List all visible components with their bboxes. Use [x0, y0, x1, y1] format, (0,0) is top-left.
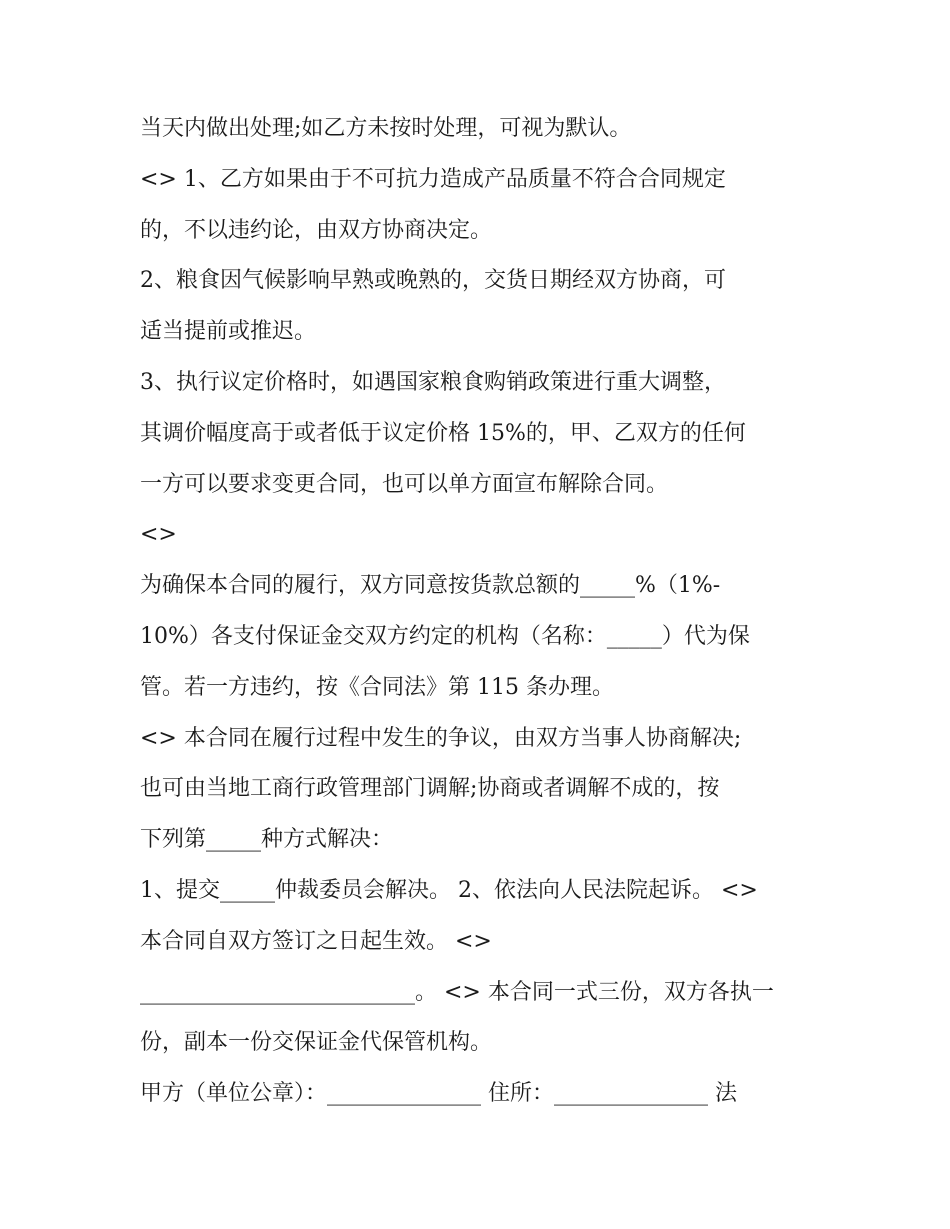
text-line: 适当提前或推迟。	[140, 319, 317, 345]
text-line: <> 1、乙方如果由于不可抗力造成产品质量不符合合同规定	[140, 166, 726, 192]
text-line: 甲方（单位公章）：______________ 住所：______________ 法	[140, 1081, 737, 1107]
text-line: 为确保本合同的履行，双方同意按货款总额的_____%（1%-	[140, 573, 721, 599]
text-line: 本合同自双方签订之日起生效。 <>	[140, 928, 492, 954]
text-line: 3、执行议定价格时，如遇国家粮食购销政策进行重大调整，	[140, 369, 726, 395]
text-line: <> 本合同在履行过程中发生的争议，由双方当事人协商解决;	[140, 725, 742, 751]
text-line: 份，副本一份交保证金代保管机构。	[140, 1030, 493, 1056]
text-line: 一方可以要求变更合同，也可以单方面宣布解除合同。	[140, 471, 669, 497]
text-line: _________________________。 <> 本合同一式三份，双方各执一	[140, 979, 774, 1005]
text-line: 1、提交_____仲裁委员会解决。 2、依法向人民法院起诉。 <>	[140, 877, 758, 903]
text-line: 2、粮食因气候影响早熟或晚熟的，交货日期经双方协商，可	[140, 268, 726, 294]
text-line: 10%）各支付保证金交双方约定的机构（名称：_____）代为保	[140, 623, 750, 649]
text-line: 下列第_____种方式解决：	[140, 827, 394, 853]
text-line: 当天内做出处理;如乙方未按时处理，可视为默认。	[140, 116, 632, 141]
text-line: <>	[140, 522, 177, 548]
text-line: 的，不以违约论，由双方协商决定。	[140, 217, 493, 243]
contract-text	[140, 104, 820, 1120]
text-line: 也可由当地工商行政管理部门调解;协商或者调解不成的，按	[140, 776, 720, 802]
text-line: 其调价幅度高于或者低于议定价格 15%的，甲、乙双方的任何	[140, 420, 746, 446]
text-line: 管。若一方违约，按《合同法》第 115 条办理。	[140, 674, 614, 700]
